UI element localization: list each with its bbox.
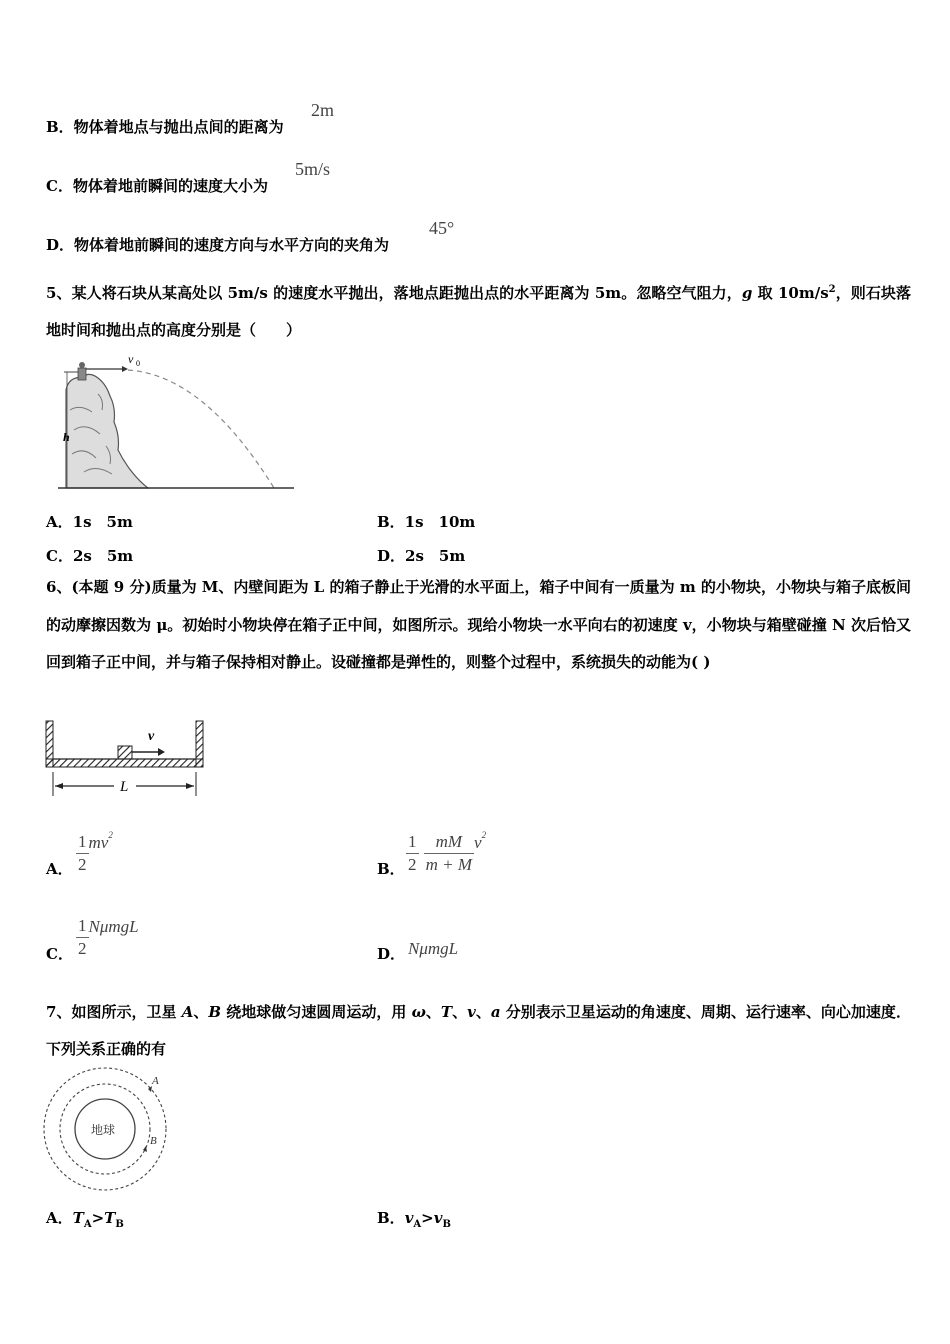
q7-option-a-label: A． — [46, 1209, 73, 1227]
q4-option-d — [46, 234, 389, 255]
q6-option-c-fraction — [76, 916, 89, 959]
q5-stem-sup: 2 — [828, 284, 836, 295]
q6-option-b-fraction2 — [424, 832, 474, 875]
q7-option-b-s1: A — [413, 1219, 422, 1230]
q7-option-a-op: > — [91, 1209, 105, 1227]
q7-fig-earth: 地球 — [91, 1123, 116, 1137]
q6-option-c-expr — [76, 916, 139, 959]
q6-option-b-fraction1 — [406, 832, 419, 875]
q5-fig-v0-sub: 0 — [136, 359, 140, 368]
q7-A: A — [181, 1003, 194, 1021]
q7-option-a-s2: B — [115, 1219, 124, 1230]
q4-option-d-text: D．物体着地前瞬间的速度方向与水平方向的夹角为 — [46, 236, 390, 254]
q6-option-a-num: 1 — [78, 832, 87, 851]
q4-option-c-text: C．物体着地前瞬间的速度大小为 — [46, 177, 268, 195]
q6-box-figure — [44, 718, 209, 800]
q6-option-a-expr — [76, 829, 113, 875]
q5-g: g — [741, 284, 753, 302]
q6-option-c-num: 1 — [78, 916, 87, 935]
q5-fig-h: h — [63, 430, 70, 444]
q7-orbit-figure — [40, 1064, 172, 1194]
q5-stem-part2: 取 10m/s — [752, 284, 829, 302]
q4-option-b-text: B．物体着地点与抛出点间的距离为 — [46, 118, 284, 136]
q5-option-d: D．2s 5m — [377, 547, 466, 565]
q7-option-a — [46, 1207, 124, 1230]
q7-stem: 7、如图所示，卫星 A、B 绕地球做匀速圆周运动，用 ω、T、v、a 分别表示卫星运动的角速度、周期、运行速率、向心加速度．下列关系正确的有 — [46, 1003, 911, 1058]
q6-option-a-den: 2 — [78, 855, 87, 874]
q6-option-a-label: A． — [46, 860, 73, 878]
q6-option-b-den2: m + M — [425, 855, 473, 874]
q4-option-b — [46, 116, 284, 137]
q7-stem-a: 7、如图所示，卫星 — [46, 1003, 182, 1021]
q7-v: v — [467, 1003, 476, 1021]
q4-option-d-value: 45° — [429, 218, 455, 238]
q6-stem: 6、(本题 9 分)质量为 M、内壁间距为 L 的箱子静止于光滑的水平面上，箱子中间有一质量为 m 的小物块，小物块与箱子底板间的动摩擦因数为 μ。初始时小物块停在箱子正中间，如图所示。现给小物块一水平向右的初速度 v，小物块与箱壁碰撞 N 次后恰又回到箱子正中间，并与箱子保持相对静止。设碰撞都是弹性的，则整个过程中，系统损失的动能为( ) — [46, 578, 911, 671]
q6-option-b-num: 1 — [408, 832, 417, 851]
q4-option-b-value: 2m — [311, 100, 335, 120]
q6-option-b-num2: mM — [435, 832, 463, 851]
q6-option-c-label: C． — [46, 945, 73, 963]
q5-fig-v0: v — [128, 352, 134, 366]
q7-stem-c: 分别表示卫星运动的角速度、周期、运行速率、向心加速度．下列关系正确的有 — [46, 1003, 911, 1058]
q5-option-a: A．1s 5m — [46, 513, 133, 531]
q7-fig-B: B — [150, 1135, 157, 1147]
q7-omega: ω — [411, 1003, 426, 1021]
q7-option-b — [377, 1207, 451, 1230]
q5-cliff-figure — [54, 350, 299, 495]
q6-option-c-nmumgl: NμmgL — [88, 917, 139, 936]
q6-option-b-den: 2 — [408, 855, 417, 874]
q6-option-b-sup: 2 — [481, 829, 487, 840]
q5-option-b: B．1s 10m — [377, 513, 476, 531]
q6-fig-L: L — [120, 779, 129, 795]
q6-option-b-v: v — [474, 833, 482, 852]
q7-a: a — [490, 1003, 501, 1021]
q7-option-b-l1: v — [404, 1209, 414, 1227]
q7-T: T — [440, 1003, 453, 1021]
q6-option-a-fraction — [76, 832, 89, 875]
q7-B: B — [208, 1003, 222, 1021]
q7-sep1: 、 — [193, 1003, 209, 1021]
q6-option-d-label: D． — [377, 945, 406, 963]
q7-option-b-s2: B — [442, 1219, 451, 1230]
q7-option-a-l2: T — [104, 1209, 116, 1227]
q6-fig-v: v — [148, 729, 155, 744]
q7-fig-A: A — [152, 1075, 159, 1087]
q6-option-b-expr — [406, 829, 487, 875]
q7-option-b-label: B． — [377, 1209, 405, 1227]
q6-option-c-den: 2 — [78, 939, 87, 958]
q6-option-b-label: B． — [377, 860, 405, 878]
q7-stem-b: 绕地球做匀速圆周运动，用 — [221, 1003, 412, 1021]
q5-stem-part1: 5、某人将石块从某高处以 5m/s 的速度水平抛出，落地点距抛出点的水平距离为 5m。忽略空气阻力， — [46, 284, 742, 302]
q4-option-c — [46, 175, 268, 196]
q7-option-b-l2: v — [433, 1209, 443, 1227]
q7-option-a-l1: T — [72, 1209, 84, 1227]
q5-stem — [46, 271, 911, 349]
q5-stem-part3: ，则石块落地时间和抛出点的高度分别是（ ） — [46, 284, 911, 339]
q4-option-c-value: 5m/s — [295, 159, 331, 179]
q5-option-c: C．2s 5m — [46, 547, 134, 565]
q7-option-a-s1: A — [83, 1219, 92, 1230]
q6-option-d-expr: NμmgL — [408, 939, 459, 958]
q6-option-a-mv: mv — [88, 833, 109, 852]
q7-option-b-op: > — [421, 1209, 434, 1227]
q6-option-a-sup: 2 — [108, 829, 113, 840]
